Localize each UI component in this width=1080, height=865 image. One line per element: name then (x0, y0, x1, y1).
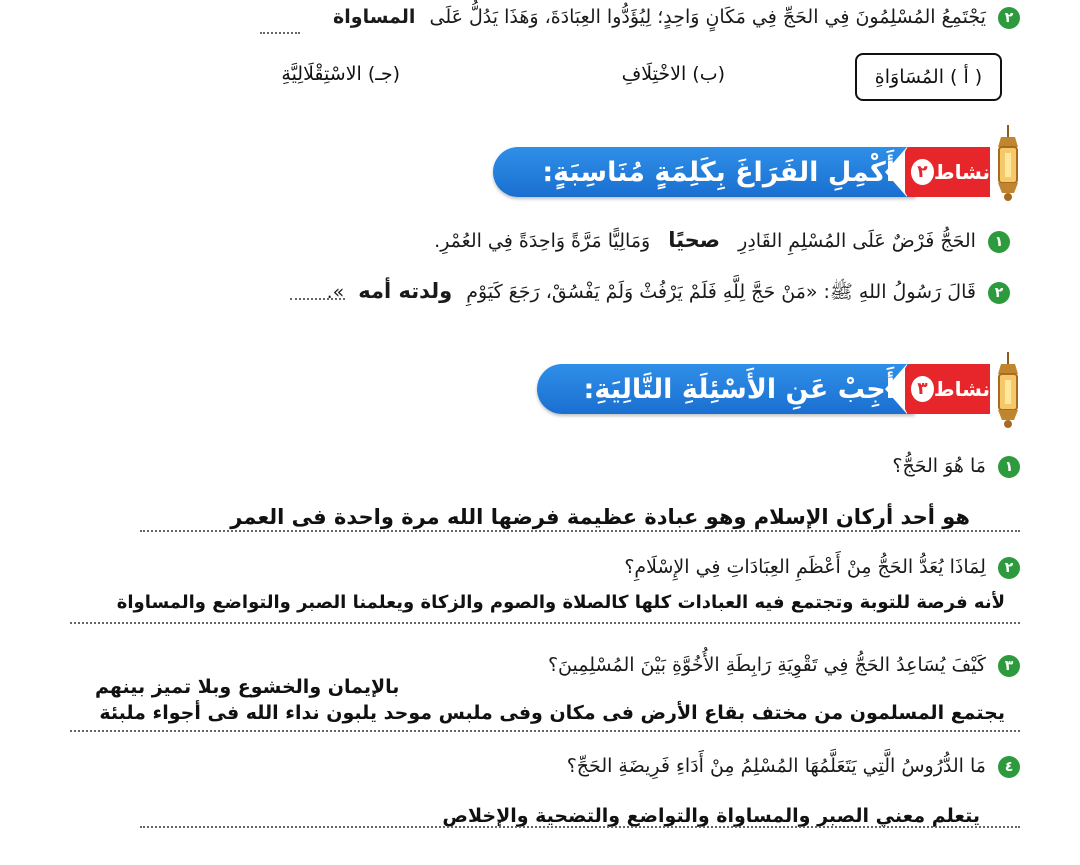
lantern-icon (994, 352, 1022, 430)
answer-line (290, 298, 345, 300)
activity2-banner (493, 147, 915, 197)
answer-3a: بالإيمان والخشوع وبلا تميز بينهم (95, 676, 400, 698)
question-answer: المساواة (333, 6, 416, 28)
banner-chevron (885, 147, 907, 197)
question-4: ٤ مَا الدُّرُوسُ الَّتِي يَتَعَلَّمُهَا المُسْلِمُ مِنْ أَدَاءِ فَرِيضَةِ الحَجِّ؟ (260, 755, 1020, 778)
activity3-title: أَجِبْ عَنِ الأَسْئِلَةِ التَّالِيَةِ: (583, 373, 895, 405)
answer-line (260, 32, 300, 34)
question-2: ٢ لِمَاذَا يُعَدُّ الحَجُّ مِنْ أَعْظَمِ العِبَادَاتِ فِي الإِسْلَامِ؟ (320, 556, 1020, 579)
activity2-tag: نشاط ٢ (905, 147, 990, 197)
question-3: ٣ كَيْفَ يُسَاعِدُ الحَجُّ فِي تَقْوِيَةِ رَابِطَةِ الأُخُوَّةِ بَيْنَ المُسْلِمِينَ؟ (260, 654, 1020, 677)
answer-2: لأنه فرصة للتوبة وتجتمع فيه العبادات كلها كالصلاة والصوم والزكاة ويعلمنا الصبر والتواضع والمساواة (116, 592, 1005, 613)
fill-answer: صحيًا (668, 228, 721, 252)
option-a[interactable]: ( أ ) المُسَاوَاةِ (855, 53, 1002, 101)
answer-line (140, 826, 1020, 828)
fill-item-2: ٢ قَالَ رَسُولُ اللهِ ﷺ: «مَنْ حَجَّ لِلَّهِ فَلَمْ يَرْفُثْ وَلَمْ يَفْسُقْ، رَجَعَ كَيَوْمِ ولدته أمه ». (110, 279, 1010, 308)
answer-4: يتعلم معني الصبر والمساواة والتواضع والتضحية والإخلاص (442, 805, 980, 827)
fill-answer: ولدته أمه (358, 279, 453, 303)
question-1: ١ مَا هُوَ الحَجُّ؟ (420, 455, 1020, 478)
option-c[interactable]: (جـ) الاسْتِقْلَالِيَّةِ (281, 63, 400, 85)
banner-chevron (885, 364, 907, 414)
question-text: يَجْتَمِعُ المُسْلِمُونَ فِي الحَجِّ فِي مَكَانٍ وَاحِدٍ؛ لِيُؤَدُّوا العِبَادَةَ، وَهَذَا يَدُلُّ عَلَى (429, 6, 986, 28)
answer-line (140, 530, 1020, 532)
lantern-icon (994, 125, 1022, 203)
option-b[interactable]: (ب) الاخْتِلَافِ (621, 63, 725, 85)
activity3-tag: نشاط ٣ (905, 364, 990, 414)
question-top (220, 6, 1020, 29)
answer-line (70, 730, 1020, 732)
answer-line (70, 622, 1020, 624)
activity2-title: أَكْمِلِ الفَرَاغَ بِكَلِمَةٍ مُنَاسِبَةٍ: (542, 156, 895, 188)
activity3-banner (537, 364, 915, 414)
fill-item-1: ١ الحَجُّ فَرْضٌ عَلَى المُسْلِمِ القَادِرِ صحيًا وَمَالِيًّا مَرَّةً وَاحِدَةً فِي العُمْرِ. (110, 228, 1010, 253)
answer-3b: يجتمع المسلمون من مختف بقاع الأرض فى مكان وفى ملبس موحد يلبون نداء الله فى أجواء ملبئة (99, 702, 1005, 724)
question-number: ٢ (998, 7, 1020, 29)
answer-1: هو أحد أركان الإسلام وهو عبادة عظيمة فرضها الله مرة واحدة فى العمر (230, 505, 970, 529)
